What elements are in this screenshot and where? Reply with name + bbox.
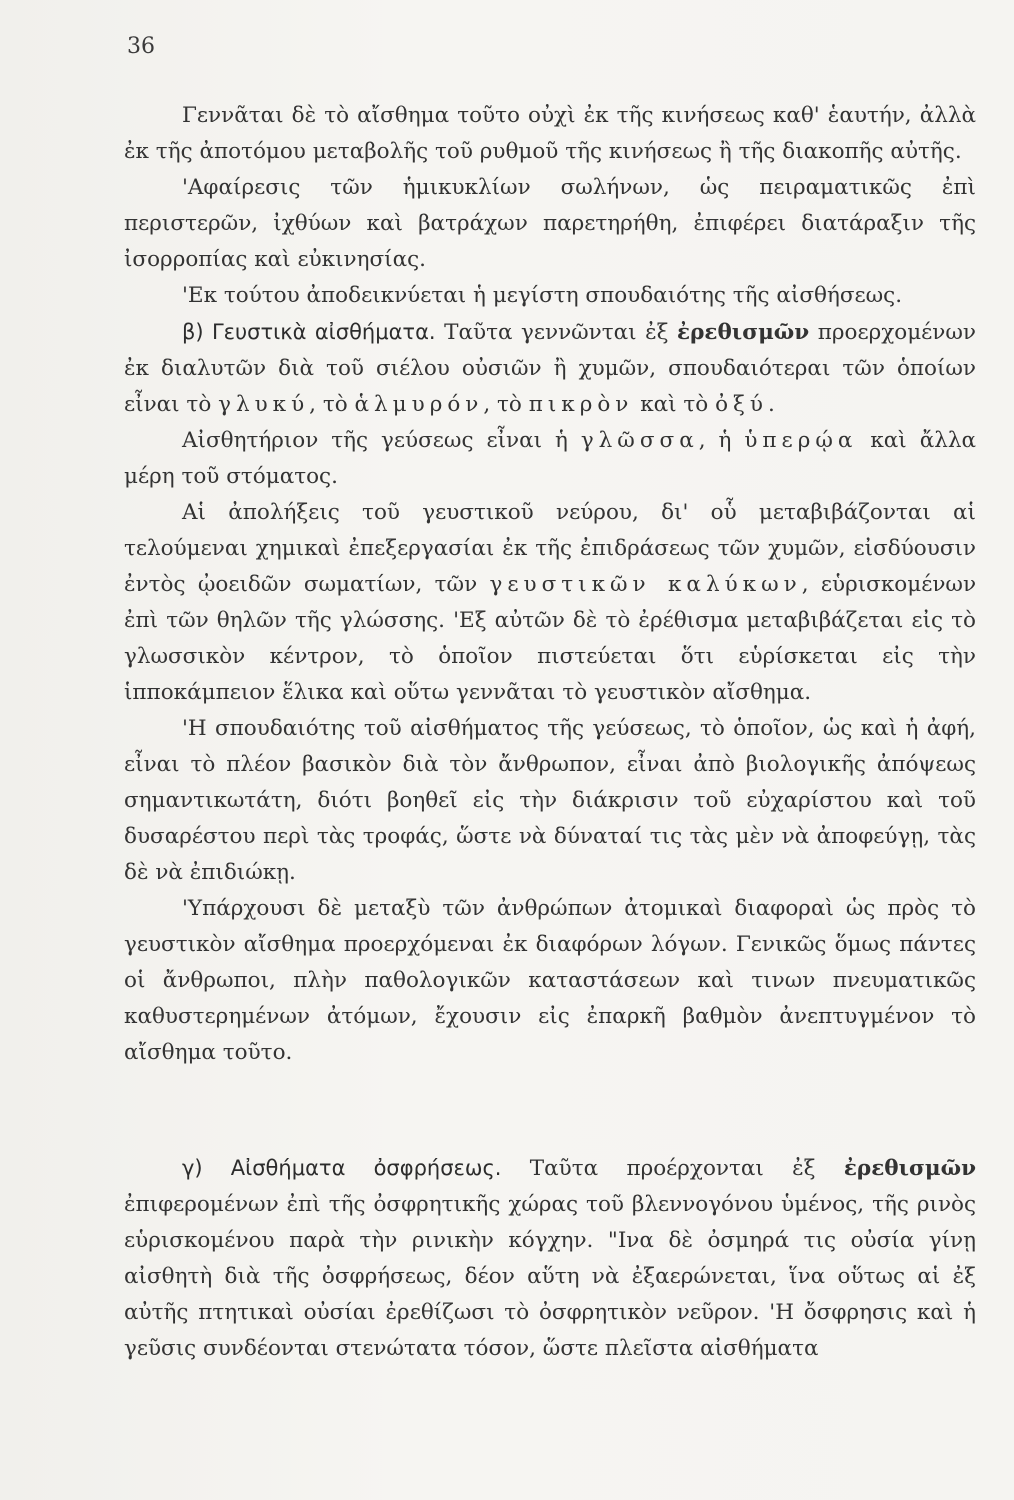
emphasis-stimuli: ἐρεθισμῶν — [843, 1156, 977, 1181]
spaced-term-salty: ἁλμυρόν — [354, 392, 484, 417]
paragraph-text: , εὑρισκομένων ἐπὶ τῶν θηλῶν τῆς γλώσσης. 'Εξ αὐτῶν δὲ τὸ ἐρέθισμα μεταβιβάζεται εἰς τὸ γλωσσικὸν κέντρον, τὸ ὁποῖον πιστεύεται ὅτι εὑρίσκεται εἰς τὴν ἱπποκάμπειον ἕλικα καὶ οὕτω γεννᾶται τὸ γευστικὸν αἴσθημα. — [124, 572, 977, 705]
paragraph-text: καὶ ἄλλα μέρη τοῦ στόματος. — [124, 428, 976, 489]
paragraph-text: καὶ τὸ — [633, 392, 716, 417]
section-heading-smell: γ) Αἰσθήματα ὀσφρήσεως. — [182, 1156, 502, 1180]
smell-text-block — [124, 1150, 976, 1367]
paragraph-text: Γεννᾶται δὲ τὸ αἴσθημα τοῦτο οὐχὶ ἐκ τῆς κινήσεως καθ' ἑαυτήν, ἀλλὰ ἐκ τῆς ἀποτόμου μεταβολῆς τοῦ ρυθμοῦ τῆς κινήσεως ἢ τῆς διακοπῆς αὐτῆς. — [124, 103, 976, 164]
paragraph-nerve-endings — [124, 495, 976, 711]
paragraph-text: ἐπιφερομένων ἐπὶ τῆς ὀσφρητικῆς χώρας τοῦ βλεννογόνου ὑμένος, τῆς ρινὸς εὑρισκομένου παρὰ τὴν ρινικὴν κόγχην. "Ινα δὲ ὀσμηρά τις οὐσία γίνῃ αἰσθητὴ διὰ τῆς ὀσφρήσεως, δέον αὕτη νὰ ἐξαερώνεται, ἵνα οὕτως αἱ ἐξ αὐτῆς πτητικαὶ οὐσίαι ἐρεθίζωσι τὸ ὀσφρητικὸν νεῦρον. 'Η ὄσφρησις καὶ ἡ γεῦσις συνδέονται στενώτατα τόσον, ὥστε πλεῖστα αἰσθήματα — [124, 1192, 976, 1361]
spaced-term-bitter: πικρὸν — [528, 392, 634, 417]
spaced-term-tongue: γλῶσσα — [580, 428, 699, 453]
paragraph-text: Αἰσθητήριον τῆς γεύσεως εἶναι ἡ — [182, 428, 581, 453]
paragraph-text: προερχομένων ἐκ διαλυτῶν διὰ τοῦ σιέλου οὐσιῶν ἢ χυμῶν, σπουδαιότεραι τῶν ὁποίων εἶναι τὸ — [124, 320, 976, 417]
spaced-term-sour: ὀξύ — [715, 392, 768, 417]
paragraph-text: , ἡ — [698, 428, 745, 453]
paragraph-sensation-origin — [124, 98, 976, 170]
spaced-term-sweet: γλυκύ — [218, 392, 310, 417]
paragraph-text: 'Η σπουδαιότης τοῦ αἰσθήματος τῆς γεύσεως, τὸ ὁποῖον, ὡς καὶ ἡ ἀφή, εἶναι τὸ πλέον βασικὸν διὰ τὸν ἄνθρωπον, εἶναι ἀπὸ βιολογικῆς ἀπόψεως σημαντικωτάτη, διότι βοηθεῖ εἰς τὴν διάκρισιν τοῦ εὐχαρίστου καὶ τοῦ δυσαρέστου περὶ τὰς τροφάς, ὥστε νὰ δύναταί τις τὰς μὲν νὰ ἀποφεύγῃ, τὰς δὲ νὰ ἐπιδιώκῃ. — [124, 716, 976, 885]
main-text-block — [124, 98, 976, 1071]
paragraph-text: 'Εκ τούτου ἀποδεικνύεται ἡ μεγίστη σπουδαιότης τῆς αἰσθήσεως. — [182, 283, 903, 308]
page-number: 36 — [127, 34, 155, 59]
paragraph-importance — [124, 278, 976, 314]
paragraph-individual-differences — [124, 891, 976, 1071]
paragraph-text: , τὸ — [309, 392, 355, 417]
paragraph-canals-removal — [124, 170, 976, 278]
paragraph-text: Ταῦτα γεννῶνται ἐξ — [435, 320, 678, 345]
spaced-term-taste-buds: γευστικῶν καλύκων — [489, 572, 802, 597]
paragraph-taste-heading — [124, 314, 976, 423]
paragraph-text: 'Υπάρχουσι δὲ μεταξὺ τῶν ἀνθρώπων ἀτομικαὶ διαφοραὶ ὡς πρὸς τὸ γευστικὸν αἴσθημα προερχόμεναι ἐκ διαφόρων λόγων. Γενικῶς ὅμως πάντες οἱ ἄνθρωποι, πλὴν παθολογικῶν καταστάσεων καὶ τινων πνευματικῶς καθυστερημένων ἀτόμων, ἔχουσιν εἰς ἐπαρκῆ βαθμὸν ἀνεπτυγμένον τὸ αἴσθημα τοῦτο. — [124, 896, 976, 1065]
paragraph-text: , τὸ — [483, 392, 529, 417]
spaced-term-palate: ὑπερῴα — [744, 428, 858, 453]
paragraph-smell-heading — [124, 1150, 976, 1367]
paragraph-taste-importance — [124, 711, 976, 891]
paragraph-text: . — [767, 392, 775, 417]
emphasis-stimuli: ἐρεθισμῶν — [677, 320, 810, 345]
paragraph-taste-organ — [124, 423, 976, 495]
paragraph-text: Αἱ ἀπολήξεις τοῦ γευστικοῦ νεύρου, δι' οὗ μεταβιβάζονται αἱ τελούμεναι χημικαὶ ἐπεξεργασίαι ἐκ τῆς ἐπιδράσεως τῶν χυμῶν, εἰσδύουσιν ἐντὸς ᾠοειδῶν σωματίων, τῶν — [124, 500, 976, 597]
paragraph-text: Ταῦτα προέρχονται ἐξ — [501, 1156, 844, 1181]
section-heading-taste: β) Γευστικὰ αἰσθήματα. — [182, 320, 436, 344]
paragraph-text: 'Αφαίρεσις τῶν ἡμικυκλίων σωλήνων, ὡς πειραματικῶς ἐπὶ περιστερῶν, ἰχθύων καὶ βατράχων παρετηρήθη, ἐπιφέρει διατάραξιν τῆς ἰσορροπίας καὶ εὐκινησίας. — [124, 175, 976, 272]
